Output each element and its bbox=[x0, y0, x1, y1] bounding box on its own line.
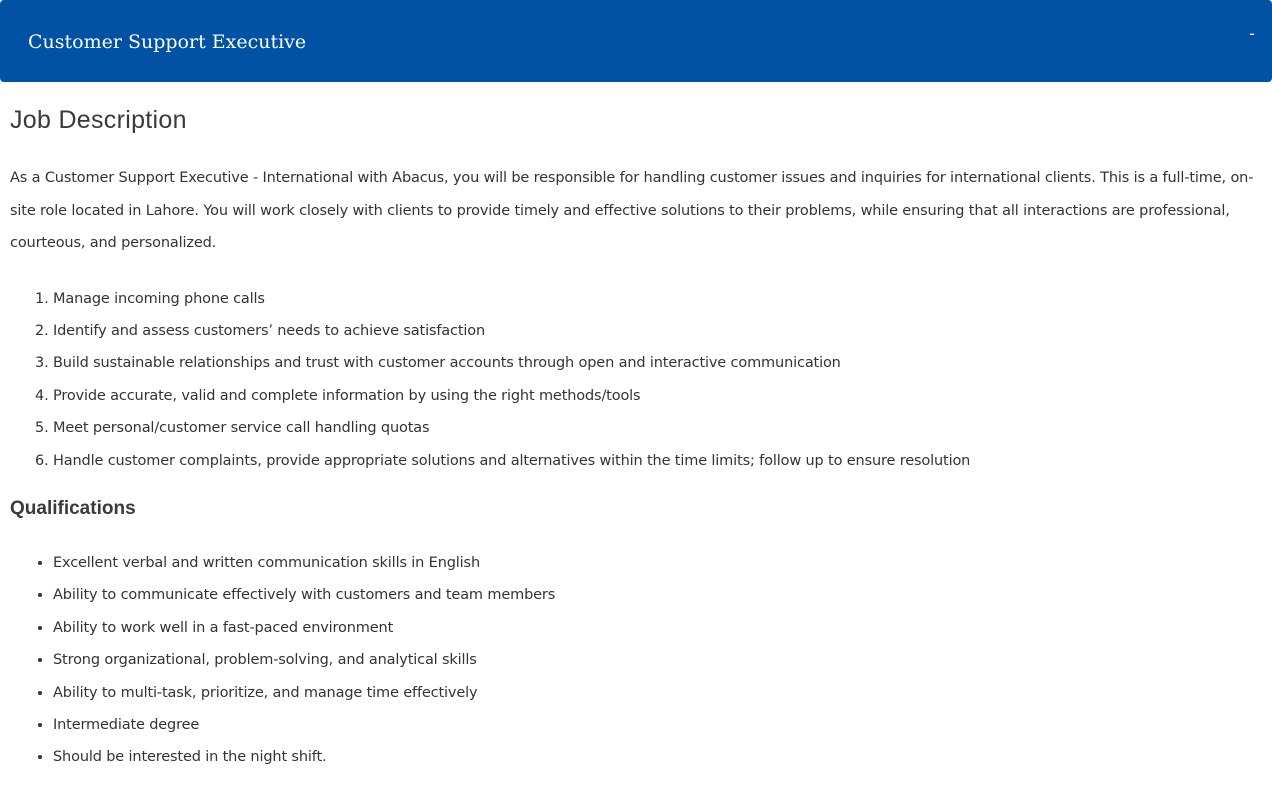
list-item: 4. Provide accurate, valid and complete information by using the right methods/tools bbox=[53, 380, 1262, 412]
qualifications-list bbox=[10, 547, 1262, 774]
list-item: 5. Meet personal/customer service call handling quotas bbox=[53, 412, 1262, 444]
list-item: • Should be interested in the night shift. bbox=[53, 741, 1262, 773]
job-details-panel bbox=[0, 82, 1272, 774]
job-description-intro: As a Customer Support Executive - International with Abacus, you will be responsible for handling customer issues and inquiries for international clients. This is a full-time, on-site role located in Lahore. You will work closely with clients to provide timely and effective solutions to their problems, while ensuring that all interactions are professional, courteous, and personalized. bbox=[10, 170, 1254, 251]
list-item: • Excellent verbal and written communication skills in English bbox=[53, 547, 1262, 579]
list-item: 1. Manage incoming phone calls bbox=[53, 283, 1262, 315]
list-item: 2. Identify and assess customers’ needs to achieve satisfaction bbox=[53, 315, 1262, 347]
list-item: • Ability to multi-task, prioritize, and manage time effectively bbox=[53, 677, 1262, 709]
list-item: 6. Handle customer complaints, provide appropriate solutions and alternatives within the time limits; follow up to ensure resolution bbox=[53, 445, 1262, 477]
job-description-heading: Job Description bbox=[10, 106, 187, 134]
list-item: 3. Build sustainable relationships and trust with customer accounts through open and interactive communication bbox=[53, 347, 1262, 379]
duties-list bbox=[10, 283, 1262, 477]
collapse-toggle[interactable]: - bbox=[1249, 24, 1255, 43]
job-title: Customer Support Executive bbox=[28, 31, 307, 53]
list-item: • Strong organizational, problem-solving, and analytical skills bbox=[53, 644, 1262, 676]
qualifications-heading: Qualifications bbox=[10, 497, 136, 519]
list-item: • Intermediate degree bbox=[53, 709, 1262, 741]
accordion-header[interactable] bbox=[0, 0, 1272, 82]
list-item: • Ability to work well in a fast-paced environment bbox=[53, 612, 1262, 644]
list-item: • Ability to communicate effectively with customers and team members bbox=[53, 579, 1262, 611]
